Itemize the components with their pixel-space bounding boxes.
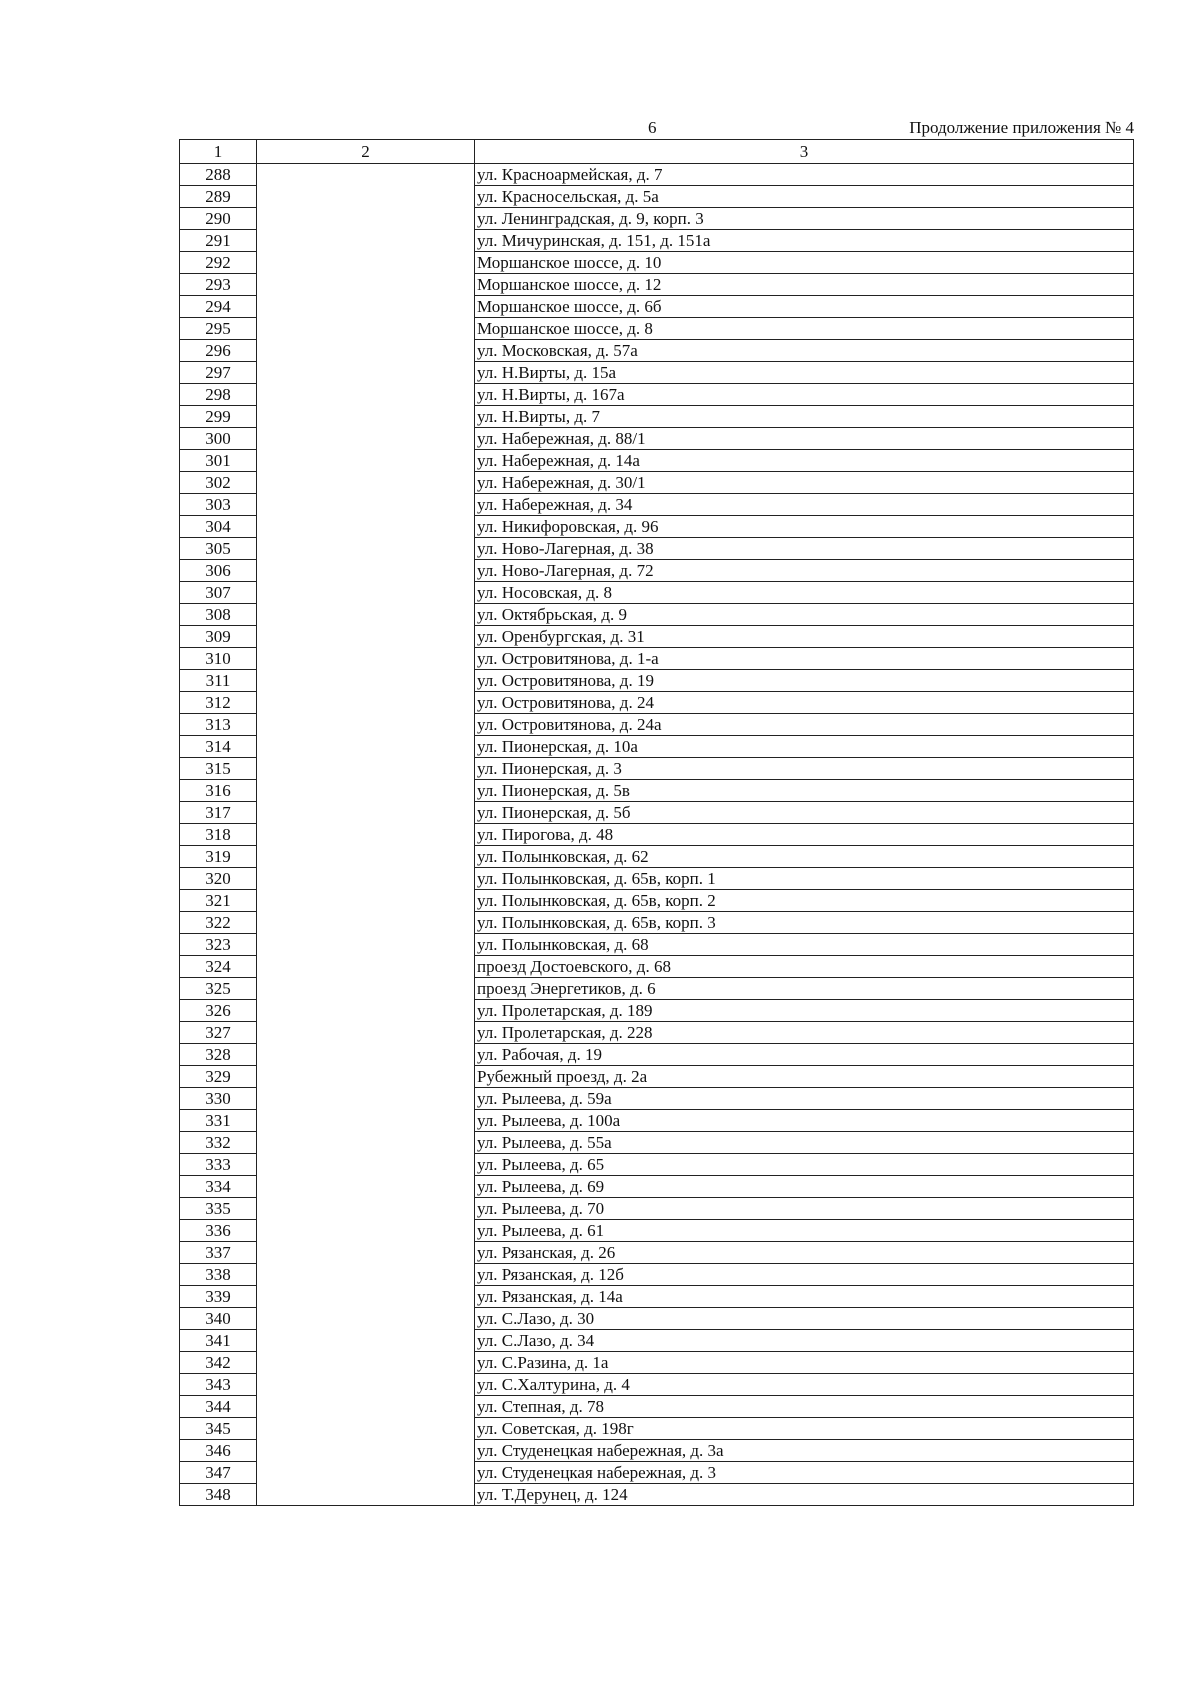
column-2-cell [257, 604, 475, 626]
table-row [180, 1418, 1134, 1440]
column-2-cell [257, 1220, 475, 1242]
column-2-cell [257, 538, 475, 560]
column-2-cell [257, 1066, 475, 1088]
table-row [180, 582, 1134, 604]
table-row [180, 780, 1134, 802]
row-number-cell: 328 [180, 1044, 257, 1066]
column-2-cell [257, 670, 475, 692]
address-cell: ул. Рылеева, д. 59а [475, 1088, 1134, 1110]
address-cell: Моршанское шоссе, д. 6б [475, 296, 1134, 318]
address-cell: ул. Пролетарская, д. 189 [475, 1000, 1134, 1022]
address-cell: ул. Рылеева, д. 61 [475, 1220, 1134, 1242]
column-2-cell [257, 252, 475, 274]
column-2-cell [257, 1176, 475, 1198]
row-number-cell: 326 [180, 1000, 257, 1022]
column-header-3: 3 [475, 140, 1134, 164]
row-number-cell: 332 [180, 1132, 257, 1154]
table-row [180, 1000, 1134, 1022]
table-row [180, 714, 1134, 736]
address-cell: ул. Островитянова, д. 24а [475, 714, 1134, 736]
row-number-cell: 309 [180, 626, 257, 648]
row-number-cell: 289 [180, 186, 257, 208]
row-number-cell: 342 [180, 1352, 257, 1374]
column-2-cell [257, 1374, 475, 1396]
address-cell: ул. Набережная, д. 14а [475, 450, 1134, 472]
column-2-cell [257, 406, 475, 428]
row-number-cell: 292 [180, 252, 257, 274]
row-number-cell: 330 [180, 1088, 257, 1110]
column-2-cell [257, 1308, 475, 1330]
address-cell: Рубежный проезд, д. 2а [475, 1066, 1134, 1088]
column-2-cell [257, 208, 475, 230]
table-row [180, 912, 1134, 934]
column-2-cell [257, 890, 475, 912]
address-cell: ул. Рязанская, д. 14а [475, 1286, 1134, 1308]
table-row [180, 868, 1134, 890]
address-cell: ул. Островитянова, д. 24 [475, 692, 1134, 714]
column-2-cell [257, 1418, 475, 1440]
table-row [180, 1242, 1134, 1264]
column-2-cell [257, 1044, 475, 1066]
table-row [180, 516, 1134, 538]
table-row [180, 274, 1134, 296]
row-number-cell: 321 [180, 890, 257, 912]
column-2-cell [257, 1242, 475, 1264]
address-cell: ул. Полынковская, д. 65в, корп. 2 [475, 890, 1134, 912]
address-cell: ул. Советская, д. 198г [475, 1418, 1134, 1440]
row-number-cell: 302 [180, 472, 257, 494]
row-number-cell: 311 [180, 670, 257, 692]
address-cell: ул. С.Разина, д. 1а [475, 1352, 1134, 1374]
address-cell: ул. Пионерская, д. 10а [475, 736, 1134, 758]
address-cell: ул. Рабочая, д. 19 [475, 1044, 1134, 1066]
address-cell: ул. Оренбургская, д. 31 [475, 626, 1134, 648]
table-row [180, 384, 1134, 406]
column-2-cell [257, 1132, 475, 1154]
row-number-cell: 308 [180, 604, 257, 626]
address-cell: ул. Мичуринская, д. 151, д. 151а [475, 230, 1134, 252]
address-cell: ул. Пионерская, д. 3 [475, 758, 1134, 780]
row-number-cell: 299 [180, 406, 257, 428]
table-header-row [180, 140, 1134, 164]
row-number-cell: 324 [180, 956, 257, 978]
column-2-cell [257, 560, 475, 582]
table-row [180, 626, 1134, 648]
row-number-cell: 327 [180, 1022, 257, 1044]
table-row [180, 362, 1134, 384]
address-cell: ул. Н.Вирты, д. 167а [475, 384, 1134, 406]
row-number-cell: 339 [180, 1286, 257, 1308]
column-2-cell [257, 494, 475, 516]
address-cell: ул. Пирогова, д. 48 [475, 824, 1134, 846]
row-number-cell: 316 [180, 780, 257, 802]
table-row [180, 164, 1134, 186]
row-number-cell: 315 [180, 758, 257, 780]
page-number: 6 [648, 118, 657, 137]
address-cell: ул. Пионерская, д. 5б [475, 802, 1134, 824]
table-row [180, 648, 1134, 670]
column-2-cell [257, 868, 475, 890]
table-row [180, 1198, 1134, 1220]
table-row [180, 604, 1134, 626]
table-row [180, 692, 1134, 714]
row-number-cell: 335 [180, 1198, 257, 1220]
column-2-cell [257, 1110, 475, 1132]
row-number-cell: 343 [180, 1374, 257, 1396]
address-cell: ул. Рылеева, д. 65 [475, 1154, 1134, 1176]
table-row [180, 758, 1134, 780]
column-2-cell [257, 318, 475, 340]
table-row [180, 560, 1134, 582]
column-2-cell [257, 692, 475, 714]
table-row [180, 670, 1134, 692]
row-number-cell: 290 [180, 208, 257, 230]
row-number-cell: 336 [180, 1220, 257, 1242]
column-2-cell [257, 912, 475, 934]
column-2-cell [257, 626, 475, 648]
row-number-cell: 288 [180, 164, 257, 186]
table-row [180, 824, 1134, 846]
column-2-cell [257, 1154, 475, 1176]
row-number-cell: 318 [180, 824, 257, 846]
column-2-cell [257, 1000, 475, 1022]
column-header-1: 1 [180, 140, 257, 164]
address-cell: Моршанское шоссе, д. 12 [475, 274, 1134, 296]
column-2-cell [257, 736, 475, 758]
row-number-cell: 329 [180, 1066, 257, 1088]
column-2-cell [257, 1088, 475, 1110]
column-2-cell [257, 758, 475, 780]
column-2-cell [257, 582, 475, 604]
column-2-cell [257, 1396, 475, 1418]
row-number-cell: 333 [180, 1154, 257, 1176]
table-row [180, 450, 1134, 472]
column-2-cell [257, 296, 475, 318]
table-row [180, 406, 1134, 428]
row-number-cell: 322 [180, 912, 257, 934]
table-row [180, 296, 1134, 318]
address-cell: ул. Пролетарская, д. 228 [475, 1022, 1134, 1044]
address-cell: ул. Островитянова, д. 19 [475, 670, 1134, 692]
column-2-cell [257, 340, 475, 362]
row-number-cell: 314 [180, 736, 257, 758]
address-table [179, 139, 1134, 1506]
column-2-cell [257, 1484, 475, 1506]
row-number-cell: 291 [180, 230, 257, 252]
row-number-cell: 307 [180, 582, 257, 604]
row-number-cell: 319 [180, 846, 257, 868]
row-number-cell: 325 [180, 978, 257, 1000]
row-number-cell: 297 [180, 362, 257, 384]
table-row [180, 1484, 1134, 1506]
column-2-cell [257, 428, 475, 450]
address-cell: ул. Красноармейская, д. 7 [475, 164, 1134, 186]
address-cell: ул. Н.Вирты, д. 15а [475, 362, 1134, 384]
address-cell: ул. Рязанская, д. 26 [475, 1242, 1134, 1264]
address-cell: ул. Носовская, д. 8 [475, 582, 1134, 604]
table-row [180, 1220, 1134, 1242]
address-cell: ул. Московская, д. 57а [475, 340, 1134, 362]
column-2-cell [257, 450, 475, 472]
table-row [180, 934, 1134, 956]
column-2-cell [257, 780, 475, 802]
address-cell: ул. Набережная, д. 34 [475, 494, 1134, 516]
address-cell: ул. Рылеева, д. 55а [475, 1132, 1134, 1154]
row-number-cell: 313 [180, 714, 257, 736]
address-cell: ул. Рылеева, д. 100а [475, 1110, 1134, 1132]
address-cell: ул. С.Лазо, д. 30 [475, 1308, 1134, 1330]
address-cell: ул. Студенецкая набережная, д. 3а [475, 1440, 1134, 1462]
table-row [180, 1440, 1134, 1462]
column-header-2: 2 [257, 140, 475, 164]
row-number-cell: 323 [180, 934, 257, 956]
column-2-cell [257, 1264, 475, 1286]
column-2-cell [257, 1440, 475, 1462]
column-2-cell [257, 230, 475, 252]
table-row [180, 1044, 1134, 1066]
address-cell: Моршанское шоссе, д. 8 [475, 318, 1134, 340]
row-number-cell: 306 [180, 560, 257, 582]
column-2-cell [257, 1286, 475, 1308]
row-number-cell: 304 [180, 516, 257, 538]
column-2-cell [257, 274, 475, 296]
address-cell: ул. Полынковская, д. 68 [475, 934, 1134, 956]
column-2-cell [257, 1330, 475, 1352]
row-number-cell: 294 [180, 296, 257, 318]
table-row [180, 1352, 1134, 1374]
row-number-cell: 331 [180, 1110, 257, 1132]
address-cell: ул. С.Халтурина, д. 4 [475, 1374, 1134, 1396]
table-row [180, 978, 1134, 1000]
table-row [180, 956, 1134, 978]
row-number-cell: 303 [180, 494, 257, 516]
table-body [180, 164, 1134, 1506]
row-number-cell: 338 [180, 1264, 257, 1286]
address-cell: ул. Ленинградская, д. 9, корп. 3 [475, 208, 1134, 230]
address-cell: проезд Достоевского, д. 68 [475, 956, 1134, 978]
row-number-cell: 305 [180, 538, 257, 560]
table-row [180, 736, 1134, 758]
column-2-cell [257, 516, 475, 538]
row-number-cell: 301 [180, 450, 257, 472]
row-number-cell: 340 [180, 1308, 257, 1330]
table-row [180, 1264, 1134, 1286]
address-cell: ул. Н.Вирты, д. 7 [475, 406, 1134, 428]
row-number-cell: 312 [180, 692, 257, 714]
table-row [180, 846, 1134, 868]
table-row [180, 1022, 1134, 1044]
table-row [180, 494, 1134, 516]
address-cell: ул. Никифоровская, д. 96 [475, 516, 1134, 538]
row-number-cell: 345 [180, 1418, 257, 1440]
table-row [180, 1374, 1134, 1396]
row-number-cell: 337 [180, 1242, 257, 1264]
address-cell: ул. С.Лазо, д. 34 [475, 1330, 1134, 1352]
address-cell: ул. Полынковская, д. 65в, корп. 1 [475, 868, 1134, 890]
column-2-cell [257, 978, 475, 1000]
row-number-cell: 347 [180, 1462, 257, 1484]
table-row [180, 1132, 1134, 1154]
address-cell: проезд Энергетиков, д. 6 [475, 978, 1134, 1000]
table-row [180, 802, 1134, 824]
address-cell: ул. Ново-Лагерная, д. 72 [475, 560, 1134, 582]
address-cell: ул. Островитянова, д. 1-а [475, 648, 1134, 670]
table-row [180, 318, 1134, 340]
table-row [180, 1088, 1134, 1110]
column-2-cell [257, 824, 475, 846]
table-row [180, 890, 1134, 912]
row-number-cell: 317 [180, 802, 257, 824]
table-row [180, 428, 1134, 450]
address-cell: ул. Рылеева, д. 70 [475, 1198, 1134, 1220]
address-cell: ул. Красносельская, д. 5а [475, 186, 1134, 208]
row-number-cell: 310 [180, 648, 257, 670]
row-number-cell: 300 [180, 428, 257, 450]
table-row [180, 1066, 1134, 1088]
column-2-cell [257, 1022, 475, 1044]
table-row [180, 208, 1134, 230]
row-number-cell: 320 [180, 868, 257, 890]
column-2-cell [257, 164, 475, 186]
address-cell: ул. Пионерская, д. 5в [475, 780, 1134, 802]
column-2-cell [257, 384, 475, 406]
column-2-cell [257, 186, 475, 208]
table-row [180, 1462, 1134, 1484]
table-row [180, 472, 1134, 494]
column-2-cell [257, 934, 475, 956]
column-2-cell [257, 846, 475, 868]
table-row [180, 1110, 1134, 1132]
address-cell: ул. Набережная, д. 30/1 [475, 472, 1134, 494]
row-number-cell: 346 [180, 1440, 257, 1462]
row-number-cell: 344 [180, 1396, 257, 1418]
table-row [180, 230, 1134, 252]
address-cell: ул. Полынковская, д. 65в, корп. 3 [475, 912, 1134, 934]
continuation-label: Продолжение приложения № 4 [909, 118, 1134, 137]
table-row [180, 1308, 1134, 1330]
column-2-cell [257, 956, 475, 978]
address-cell: ул. Ново-Лагерная, д. 38 [475, 538, 1134, 560]
row-number-cell: 298 [180, 384, 257, 406]
table-row [180, 340, 1134, 362]
table-row [180, 538, 1134, 560]
column-2-cell [257, 472, 475, 494]
table-row [180, 252, 1134, 274]
address-cell: ул. Т.Дерунец, д. 124 [475, 1484, 1134, 1506]
address-cell: ул. Степная, д. 78 [475, 1396, 1134, 1418]
table-row [180, 1154, 1134, 1176]
address-cell: ул. Октябрьская, д. 9 [475, 604, 1134, 626]
column-2-cell [257, 648, 475, 670]
row-number-cell: 348 [180, 1484, 257, 1506]
column-2-cell [257, 714, 475, 736]
column-2-cell [257, 1462, 475, 1484]
address-cell: Моршанское шоссе, д. 10 [475, 252, 1134, 274]
address-cell: ул. Рылеева, д. 69 [475, 1176, 1134, 1198]
table-row [180, 1176, 1134, 1198]
column-2-cell [257, 1352, 475, 1374]
column-2-cell [257, 1198, 475, 1220]
column-2-cell [257, 802, 475, 824]
row-number-cell: 296 [180, 340, 257, 362]
table-row [180, 1286, 1134, 1308]
table-row [180, 1396, 1134, 1418]
address-cell: ул. Полынковская, д. 62 [475, 846, 1134, 868]
address-cell: ул. Рязанская, д. 12б [475, 1264, 1134, 1286]
row-number-cell: 341 [180, 1330, 257, 1352]
row-number-cell: 295 [180, 318, 257, 340]
column-2-cell [257, 362, 475, 384]
address-cell: ул. Набережная, д. 88/1 [475, 428, 1134, 450]
table-row [180, 186, 1134, 208]
row-number-cell: 293 [180, 274, 257, 296]
row-number-cell: 334 [180, 1176, 257, 1198]
table-row [180, 1330, 1134, 1352]
address-cell: ул. Студенецкая набережная, д. 3 [475, 1462, 1134, 1484]
